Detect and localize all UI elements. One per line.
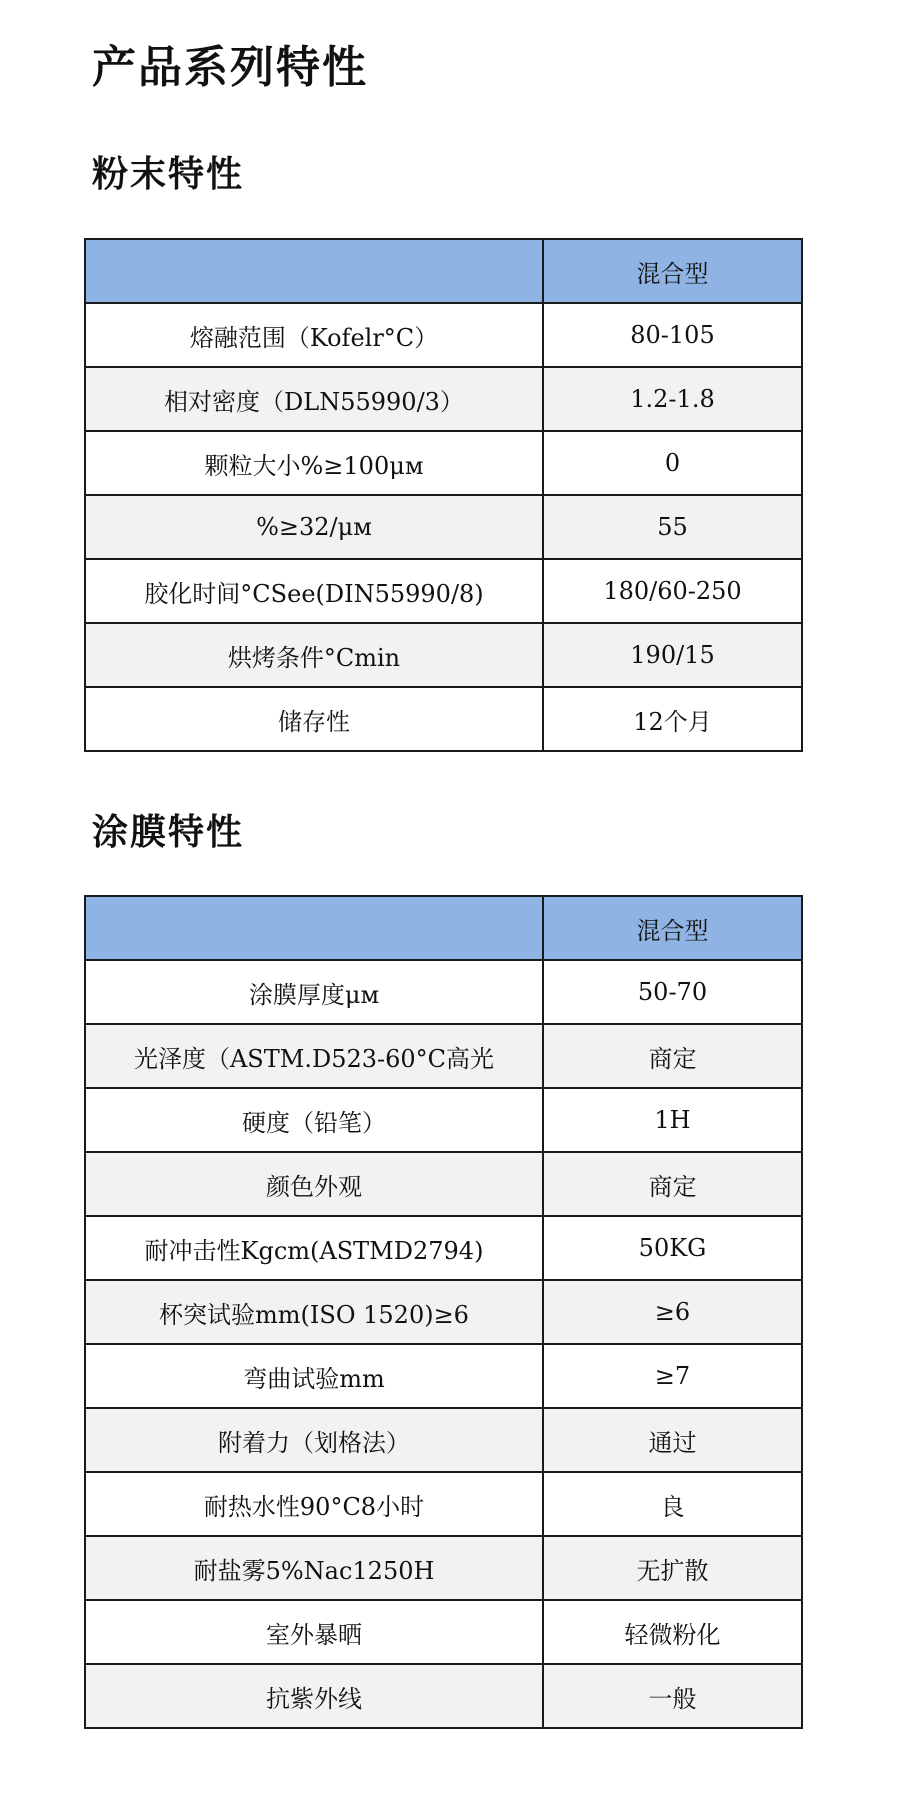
property-cell: %≥32/μм bbox=[85, 495, 543, 559]
property-cell: 相对密度（DLN55990/3） bbox=[85, 367, 543, 431]
property-cell: 耐盐雾5%Nac1250H bbox=[85, 1536, 543, 1600]
table-row bbox=[85, 1664, 802, 1728]
table-row bbox=[85, 960, 802, 1024]
header-type-cell: 混合型 bbox=[543, 239, 802, 303]
value-cell: 50KG bbox=[543, 1216, 802, 1280]
property-cell: 耐冲击性Kgcm(ASTMD2794) bbox=[85, 1216, 543, 1280]
value-cell: 轻微粉化 bbox=[543, 1600, 802, 1664]
table-row bbox=[85, 303, 802, 367]
table-row bbox=[85, 1344, 802, 1408]
property-cell: 抗紫外线 bbox=[85, 1664, 543, 1728]
coating-properties-table bbox=[84, 895, 803, 1729]
property-cell: 杯突试验mm(ISO 1520)≥6 bbox=[85, 1280, 543, 1344]
property-cell: 室外暴晒 bbox=[85, 1600, 543, 1664]
value-cell: 通过 bbox=[543, 1408, 802, 1472]
table-row bbox=[85, 623, 802, 687]
value-cell: 190/15 bbox=[543, 623, 802, 687]
value-cell: 1H bbox=[543, 1088, 802, 1152]
table-row bbox=[85, 1024, 802, 1088]
property-cell: 附着力（划格法） bbox=[85, 1408, 543, 1472]
property-cell: 胶化时间°CSee(DIN55990/8) bbox=[85, 559, 543, 623]
value-cell: 55 bbox=[543, 495, 802, 559]
value-cell: 1.2-1.8 bbox=[543, 367, 802, 431]
property-cell: 颗粒大小%≥100μм bbox=[85, 431, 543, 495]
table-row bbox=[85, 1408, 802, 1472]
value-cell: 80-105 bbox=[543, 303, 802, 367]
table-header-row bbox=[85, 239, 802, 303]
value-cell: 商定 bbox=[543, 1024, 802, 1088]
property-cell: 耐热水性90°C8小时 bbox=[85, 1472, 543, 1536]
table-row bbox=[85, 1472, 802, 1536]
value-cell: 良 bbox=[543, 1472, 802, 1536]
powder-section-title: 粉末特性 bbox=[92, 154, 245, 195]
property-cell: 烘烤条件°Cmin bbox=[85, 623, 543, 687]
value-cell: 180/60-250 bbox=[543, 559, 802, 623]
table-row bbox=[85, 1216, 802, 1280]
property-cell: 储存性 bbox=[85, 687, 543, 751]
value-cell: ≥7 bbox=[543, 1344, 802, 1408]
header-property-cell bbox=[85, 896, 543, 960]
table-row bbox=[85, 495, 802, 559]
table-row bbox=[85, 1152, 802, 1216]
value-cell: 一般 bbox=[543, 1664, 802, 1728]
property-cell: 涂膜厚度μм bbox=[85, 960, 543, 1024]
property-cell: 硬度（铅笔） bbox=[85, 1088, 543, 1152]
property-cell: 颜色外观 bbox=[85, 1152, 543, 1216]
property-cell: 光泽度（ASTM.D523-60°C高光 bbox=[85, 1024, 543, 1088]
coating-section-title: 涂膜特性 bbox=[92, 812, 245, 853]
powder-properties-table bbox=[84, 238, 803, 752]
table-row bbox=[85, 687, 802, 751]
property-cell: 熔融范围（Kofelr°C） bbox=[85, 303, 543, 367]
table-row bbox=[85, 1280, 802, 1344]
value-cell: 无扩散 bbox=[543, 1536, 802, 1600]
property-cell: 弯曲试验mm bbox=[85, 1344, 543, 1408]
table-row bbox=[85, 1536, 802, 1600]
table-row bbox=[85, 559, 802, 623]
header-property-cell bbox=[85, 239, 543, 303]
page-title: 产品系列特性 bbox=[92, 42, 368, 93]
table-row bbox=[85, 1088, 802, 1152]
value-cell: 50-70 bbox=[543, 960, 802, 1024]
table-row bbox=[85, 431, 802, 495]
value-cell: ≥6 bbox=[543, 1280, 802, 1344]
table-header-row bbox=[85, 896, 802, 960]
value-cell: 商定 bbox=[543, 1152, 802, 1216]
table-row bbox=[85, 1600, 802, 1664]
header-type-cell: 混合型 bbox=[543, 896, 802, 960]
value-cell: 12个月 bbox=[543, 687, 802, 751]
table-row bbox=[85, 367, 802, 431]
value-cell: 0 bbox=[543, 431, 802, 495]
